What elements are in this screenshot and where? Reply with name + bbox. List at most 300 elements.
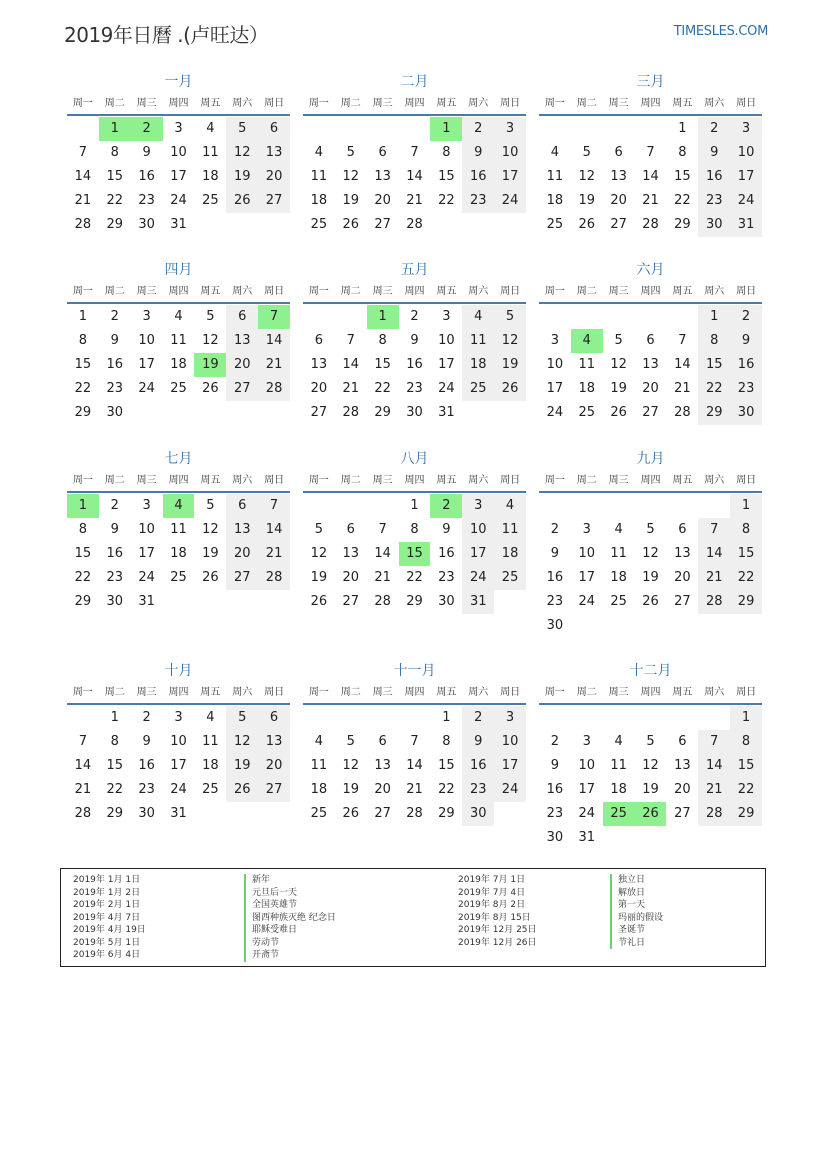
day-cell[interactable]: 27	[674, 806, 691, 821]
day-cell[interactable]: 24	[494, 189, 526, 213]
day-cell[interactable]: 23	[730, 377, 762, 401]
day-cell[interactable]: 11	[202, 734, 219, 749]
day-cell[interactable]: 11	[462, 329, 494, 353]
day-cell[interactable]: 6	[258, 117, 290, 141]
day-cell[interactable]: 25	[202, 782, 219, 797]
day-cell[interactable]: 14	[74, 758, 92, 773]
day-cell[interactable]: 20	[374, 782, 391, 797]
day-cell[interactable]: 18	[310, 193, 328, 208]
day-cell[interactable]: 26	[642, 594, 659, 609]
day-cell[interactable]: 10	[462, 518, 494, 542]
day-cell[interactable]: 28	[342, 405, 360, 420]
day-cell[interactable]: 17	[578, 570, 596, 585]
holiday-cell[interactable]: 1	[99, 117, 131, 141]
day-cell[interactable]: 8	[110, 734, 119, 749]
day-cell[interactable]: 19	[226, 165, 258, 189]
day-cell[interactable]: 12	[342, 758, 360, 773]
day-cell[interactable]: 3	[494, 706, 526, 730]
day-cell[interactable]: 13	[374, 758, 391, 773]
day-cell[interactable]: 4	[314, 734, 324, 749]
day-cell[interactable]: 5	[646, 734, 655, 749]
day-cell[interactable]: 28	[642, 217, 659, 232]
day-cell[interactable]: 28	[406, 806, 423, 821]
day-cell[interactable]: 2	[550, 734, 560, 749]
day-cell[interactable]: 28	[258, 566, 290, 590]
day-cell[interactable]: 12	[578, 169, 596, 184]
day-cell[interactable]: 14	[374, 546, 391, 561]
day-cell[interactable]: 16	[730, 353, 762, 377]
day-cell[interactable]: 8	[110, 145, 119, 160]
day-cell[interactable]: 26	[494, 377, 526, 401]
day-cell[interactable]: 18	[170, 357, 187, 372]
day-cell[interactable]: 1	[730, 494, 762, 518]
day-cell[interactable]: 20	[226, 542, 258, 566]
day-cell[interactable]: 31	[138, 594, 155, 609]
day-cell[interactable]: 6	[226, 494, 258, 518]
day-cell[interactable]: 12	[342, 169, 360, 184]
day-cell[interactable]: 6	[314, 333, 324, 348]
day-cell[interactable]: 5	[226, 706, 258, 730]
day-cell[interactable]: 26	[578, 217, 596, 232]
day-cell[interactable]: 3	[730, 117, 762, 141]
day-cell[interactable]: 11	[610, 758, 627, 773]
day-cell[interactable]: 27	[374, 217, 391, 232]
day-cell[interactable]: 14	[74, 169, 92, 184]
day-cell[interactable]: 22	[730, 566, 762, 590]
day-cell[interactable]: 17	[494, 754, 526, 778]
day-cell[interactable]: 21	[642, 193, 659, 208]
day-cell[interactable]: 25	[462, 377, 494, 401]
day-cell[interactable]: 28	[258, 377, 290, 401]
day-cell[interactable]: 19	[342, 193, 360, 208]
day-cell[interactable]: 27	[374, 806, 391, 821]
holiday-cell[interactable]: 19	[194, 353, 226, 377]
day-cell[interactable]: 21	[698, 566, 730, 590]
day-cell[interactable]: 30	[546, 618, 564, 633]
day-cell[interactable]: 15	[438, 758, 455, 773]
day-cell[interactable]: 6	[614, 145, 623, 160]
site-name[interactable]: TIMESLES.COM	[673, 24, 768, 39]
day-cell[interactable]: 13	[674, 758, 691, 773]
day-cell[interactable]: 18	[610, 570, 627, 585]
day-cell[interactable]: 11	[170, 522, 187, 537]
holiday-cell[interactable]: 25	[603, 802, 635, 826]
day-cell[interactable]: 25	[494, 566, 526, 590]
day-cell[interactable]: 27	[226, 377, 258, 401]
day-cell[interactable]: 10	[138, 333, 155, 348]
day-cell[interactable]: 23	[106, 570, 124, 585]
day-cell[interactable]: 11	[170, 333, 187, 348]
day-cell[interactable]: 11	[578, 357, 596, 372]
day-cell[interactable]: 8	[730, 730, 762, 754]
holiday-cell[interactable]: 4	[571, 329, 603, 353]
day-cell[interactable]: 3	[142, 309, 151, 324]
day-cell[interactable]: 23	[546, 594, 564, 609]
day-cell[interactable]: 9	[462, 730, 494, 754]
day-cell[interactable]: 2	[462, 706, 494, 730]
day-cell[interactable]: 6	[646, 333, 655, 348]
day-cell[interactable]: 13	[674, 546, 691, 561]
day-cell[interactable]: 30	[730, 401, 762, 425]
day-cell[interactable]: 17	[138, 357, 155, 372]
day-cell[interactable]: 4	[614, 522, 623, 537]
day-cell[interactable]: 18	[578, 381, 596, 396]
day-cell[interactable]: 1	[410, 498, 419, 513]
day-cell[interactable]: 14	[258, 518, 290, 542]
day-cell[interactable]: 10	[578, 546, 596, 561]
day-cell[interactable]: 14	[698, 754, 730, 778]
day-cell[interactable]: 14	[674, 357, 691, 372]
day-cell[interactable]: 5	[346, 145, 355, 160]
day-cell[interactable]: 28	[406, 217, 423, 232]
day-cell[interactable]: 15	[698, 353, 730, 377]
day-cell[interactable]: 16	[438, 546, 455, 561]
day-cell[interactable]: 5	[206, 498, 215, 513]
day-cell[interactable]: 14	[342, 357, 360, 372]
day-cell[interactable]: 12	[310, 546, 328, 561]
day-cell[interactable]: 25	[546, 217, 564, 232]
day-cell[interactable]: 1	[730, 706, 762, 730]
day-cell[interactable]: 5	[582, 145, 591, 160]
day-cell[interactable]: 12	[202, 522, 219, 537]
day-cell[interactable]: 4	[550, 145, 560, 160]
day-cell[interactable]: 23	[462, 778, 494, 802]
day-cell[interactable]: 19	[494, 353, 526, 377]
day-cell[interactable]: 7	[410, 734, 419, 749]
day-cell[interactable]: 22	[374, 381, 391, 396]
day-cell[interactable]: 12	[226, 730, 258, 754]
day-cell[interactable]: 4	[314, 145, 324, 160]
day-cell[interactable]: 9	[698, 141, 730, 165]
day-cell[interactable]: 6	[678, 734, 687, 749]
day-cell[interactable]: 7	[378, 522, 387, 537]
day-cell[interactable]: 26	[610, 405, 627, 420]
day-cell[interactable]: 16	[546, 782, 564, 797]
day-cell[interactable]: 21	[258, 542, 290, 566]
day-cell[interactable]: 30	[462, 802, 494, 826]
day-cell[interactable]: 31	[730, 213, 762, 237]
day-cell[interactable]: 17	[438, 357, 455, 372]
day-cell[interactable]: 7	[78, 145, 88, 160]
day-cell[interactable]: 13	[342, 546, 360, 561]
day-cell[interactable]: 17	[170, 169, 187, 184]
day-cell[interactable]: 22	[106, 193, 124, 208]
day-cell[interactable]: 9	[442, 522, 451, 537]
day-cell[interactable]: 9	[550, 546, 560, 561]
holiday-cell[interactable]: 1	[430, 117, 462, 141]
day-cell[interactable]: 2	[110, 309, 119, 324]
day-cell[interactable]: 23	[138, 782, 155, 797]
day-cell[interactable]: 22	[74, 381, 92, 396]
day-cell[interactable]: 21	[74, 193, 92, 208]
day-cell[interactable]: 7	[678, 333, 687, 348]
day-cell[interactable]: 2	[110, 498, 119, 513]
day-cell[interactable]: 8	[410, 522, 419, 537]
day-cell[interactable]: 18	[610, 782, 627, 797]
day-cell[interactable]: 15	[74, 546, 92, 561]
day-cell[interactable]: 16	[106, 546, 124, 561]
day-cell[interactable]: 15	[730, 754, 762, 778]
day-cell[interactable]: 7	[646, 145, 655, 160]
day-cell[interactable]: 15	[674, 169, 691, 184]
day-cell[interactable]: 3	[494, 117, 526, 141]
day-cell[interactable]: 21	[74, 782, 92, 797]
day-cell[interactable]: 17	[170, 758, 187, 773]
day-cell[interactable]: 16	[138, 169, 155, 184]
day-cell[interactable]: 21	[258, 353, 290, 377]
day-cell[interactable]: 14	[698, 542, 730, 566]
day-cell[interactable]: 15	[74, 357, 92, 372]
day-cell[interactable]: 3	[174, 710, 183, 725]
day-cell[interactable]: 19	[642, 570, 659, 585]
day-cell[interactable]: 29	[674, 217, 691, 232]
day-cell[interactable]: 24	[138, 570, 155, 585]
day-cell[interactable]: 4	[174, 309, 183, 324]
day-cell[interactable]: 17	[730, 165, 762, 189]
day-cell[interactable]: 19	[310, 570, 328, 585]
day-cell[interactable]: 29	[730, 802, 762, 826]
day-cell[interactable]: 1	[78, 309, 88, 324]
day-cell[interactable]: 27	[310, 405, 328, 420]
day-cell[interactable]: 30	[406, 405, 423, 420]
day-cell[interactable]: 21	[406, 193, 423, 208]
day-cell[interactable]: 24	[578, 806, 596, 821]
day-cell[interactable]: 29	[106, 806, 124, 821]
day-cell[interactable]: 11	[310, 169, 328, 184]
day-cell[interactable]: 30	[106, 594, 124, 609]
day-cell[interactable]: 24	[438, 381, 455, 396]
day-cell[interactable]: 27	[342, 594, 360, 609]
day-cell[interactable]: 3	[174, 121, 183, 136]
day-cell[interactable]: 9	[730, 329, 762, 353]
day-cell[interactable]: 24	[730, 189, 762, 213]
day-cell[interactable]: 24	[138, 381, 155, 396]
day-cell[interactable]: 8	[378, 333, 387, 348]
day-cell[interactable]: 22	[106, 782, 124, 797]
day-cell[interactable]: 12	[642, 758, 659, 773]
day-cell[interactable]: 15	[374, 357, 391, 372]
day-cell[interactable]: 18	[170, 546, 187, 561]
day-cell[interactable]: 16	[698, 165, 730, 189]
day-cell[interactable]: 13	[610, 169, 627, 184]
day-cell[interactable]: 18	[202, 169, 219, 184]
day-cell[interactable]: 11	[310, 758, 328, 773]
day-cell[interactable]: 18	[202, 758, 219, 773]
day-cell[interactable]: 25	[170, 570, 187, 585]
day-cell[interactable]: 15	[106, 758, 124, 773]
day-cell[interactable]: 7	[258, 494, 290, 518]
day-cell[interactable]: 26	[310, 594, 328, 609]
day-cell[interactable]: 1	[698, 305, 730, 329]
day-cell[interactable]: 31	[578, 830, 596, 845]
day-cell[interactable]: 24	[578, 594, 596, 609]
day-cell[interactable]: 1	[442, 710, 451, 725]
day-cell[interactable]: 7	[410, 145, 419, 160]
day-cell[interactable]: 12	[226, 141, 258, 165]
day-cell[interactable]: 29	[74, 594, 92, 609]
day-cell[interactable]: 3	[582, 734, 591, 749]
day-cell[interactable]: 4	[614, 734, 623, 749]
day-cell[interactable]: 5	[226, 117, 258, 141]
day-cell[interactable]: 27	[258, 189, 290, 213]
day-cell[interactable]: 10	[730, 141, 762, 165]
day-cell[interactable]: 20	[310, 381, 328, 396]
day-cell[interactable]: 14	[406, 758, 423, 773]
holiday-cell[interactable]: 1	[67, 494, 99, 518]
day-cell[interactable]: 11	[546, 169, 564, 184]
day-cell[interactable]: 23	[138, 193, 155, 208]
day-cell[interactable]: 22	[74, 570, 92, 585]
day-cell[interactable]: 16	[546, 570, 564, 585]
day-cell[interactable]: 6	[378, 734, 387, 749]
day-cell[interactable]: 1	[678, 121, 687, 136]
day-cell[interactable]: 25	[578, 405, 596, 420]
day-cell[interactable]: 31	[438, 405, 455, 420]
day-cell[interactable]: 23	[406, 381, 423, 396]
day-cell[interactable]: 5	[494, 305, 526, 329]
day-cell[interactable]: 13	[642, 357, 659, 372]
day-cell[interactable]: 6	[378, 145, 387, 160]
day-cell[interactable]: 20	[258, 165, 290, 189]
day-cell[interactable]: 15	[730, 542, 762, 566]
day-cell[interactable]: 27	[674, 594, 691, 609]
day-cell[interactable]: 21	[674, 381, 691, 396]
day-cell[interactable]: 11	[202, 145, 219, 160]
day-cell[interactable]: 16	[106, 357, 124, 372]
day-cell[interactable]: 13	[374, 169, 391, 184]
day-cell[interactable]: 13	[226, 329, 258, 353]
day-cell[interactable]: 20	[374, 193, 391, 208]
day-cell[interactable]: 2	[410, 309, 419, 324]
holiday-cell[interactable]: 26	[635, 802, 667, 826]
day-cell[interactable]: 8	[78, 522, 88, 537]
day-cell[interactable]: 4	[462, 305, 494, 329]
day-cell[interactable]: 13	[226, 518, 258, 542]
day-cell[interactable]: 25	[310, 806, 328, 821]
day-cell[interactable]: 2	[462, 117, 494, 141]
day-cell[interactable]: 28	[74, 217, 92, 232]
day-cell[interactable]: 26	[342, 217, 360, 232]
day-cell[interactable]: 27	[610, 217, 627, 232]
holiday-cell[interactable]: 1	[367, 305, 399, 329]
day-cell[interactable]: 9	[142, 734, 151, 749]
day-cell[interactable]: 19	[610, 381, 627, 396]
day-cell[interactable]: 12	[610, 357, 627, 372]
day-cell[interactable]: 10	[578, 758, 596, 773]
day-cell[interactable]: 15	[438, 169, 455, 184]
day-cell[interactable]: 3	[550, 333, 560, 348]
day-cell[interactable]: 14	[406, 169, 423, 184]
day-cell[interactable]: 10	[494, 141, 526, 165]
day-cell[interactable]: 20	[674, 570, 691, 585]
day-cell[interactable]: 9	[550, 758, 560, 773]
day-cell[interactable]: 29	[438, 806, 455, 821]
day-cell[interactable]: 2	[550, 522, 560, 537]
day-cell[interactable]: 19	[642, 782, 659, 797]
holiday-cell[interactable]: 4	[163, 494, 195, 518]
day-cell[interactable]: 21	[342, 381, 360, 396]
day-cell[interactable]: 17	[494, 165, 526, 189]
day-cell[interactable]: 19	[342, 782, 360, 797]
day-cell[interactable]: 20	[258, 754, 290, 778]
day-cell[interactable]: 7	[78, 734, 88, 749]
day-cell[interactable]: 12	[494, 329, 526, 353]
day-cell[interactable]: 23	[546, 806, 564, 821]
day-cell[interactable]: 20	[342, 570, 360, 585]
day-cell[interactable]: 29	[374, 405, 391, 420]
day-cell[interactable]: 3	[462, 494, 494, 518]
day-cell[interactable]: 20	[226, 353, 258, 377]
day-cell[interactable]: 17	[546, 381, 564, 396]
day-cell[interactable]: 17	[578, 782, 596, 797]
day-cell[interactable]: 10	[170, 145, 187, 160]
holiday-cell[interactable]: 2	[131, 117, 163, 141]
day-cell[interactable]: 2	[698, 117, 730, 141]
day-cell[interactable]: 25	[170, 381, 187, 396]
day-cell[interactable]: 24	[494, 778, 526, 802]
day-cell[interactable]: 14	[258, 329, 290, 353]
day-cell[interactable]: 25	[610, 594, 627, 609]
day-cell[interactable]: 22	[438, 782, 455, 797]
day-cell[interactable]: 18	[462, 353, 494, 377]
day-cell[interactable]: 27	[642, 405, 659, 420]
day-cell[interactable]: 30	[138, 217, 155, 232]
day-cell[interactable]: 9	[462, 141, 494, 165]
day-cell[interactable]: 30	[438, 594, 455, 609]
day-cell[interactable]: 27	[226, 566, 258, 590]
day-cell[interactable]: 28	[698, 802, 730, 826]
day-cell[interactable]: 29	[74, 405, 92, 420]
day-cell[interactable]: 13	[258, 730, 290, 754]
day-cell[interactable]: 23	[438, 570, 455, 585]
day-cell[interactable]: 5	[314, 522, 324, 537]
day-cell[interactable]: 19	[578, 193, 596, 208]
day-cell[interactable]: 6	[258, 706, 290, 730]
day-cell[interactable]: 2	[142, 710, 151, 725]
day-cell[interactable]: 8	[678, 145, 687, 160]
day-cell[interactable]: 8	[730, 518, 762, 542]
day-cell[interactable]: 26	[202, 381, 219, 396]
day-cell[interactable]: 8	[78, 333, 88, 348]
day-cell[interactable]: 21	[698, 778, 730, 802]
day-cell[interactable]: 19	[202, 546, 219, 561]
day-cell[interactable]: 10	[170, 734, 187, 749]
day-cell[interactable]: 26	[202, 570, 219, 585]
day-cell[interactable]: 21	[406, 782, 423, 797]
day-cell[interactable]: 29	[106, 217, 124, 232]
day-cell[interactable]: 8	[442, 734, 451, 749]
day-cell[interactable]: 26	[226, 778, 258, 802]
day-cell[interactable]: 20	[642, 381, 659, 396]
day-cell[interactable]: 10	[494, 730, 526, 754]
day-cell[interactable]: 27	[258, 778, 290, 802]
day-cell[interactable]: 4	[206, 121, 215, 136]
day-cell[interactable]: 28	[674, 405, 691, 420]
day-cell[interactable]: 14	[642, 169, 659, 184]
day-cell[interactable]: 3	[582, 522, 591, 537]
day-cell[interactable]: 22	[674, 193, 691, 208]
day-cell[interactable]: 10	[546, 357, 564, 372]
day-cell[interactable]: 23	[106, 381, 124, 396]
day-cell[interactable]: 22	[438, 193, 455, 208]
day-cell[interactable]: 13	[258, 141, 290, 165]
day-cell[interactable]: 5	[614, 333, 623, 348]
day-cell[interactable]: 28	[698, 590, 730, 614]
day-cell[interactable]: 30	[546, 830, 564, 845]
day-cell[interactable]: 6	[346, 522, 355, 537]
day-cell[interactable]: 9	[110, 333, 119, 348]
day-cell[interactable]: 29	[406, 594, 423, 609]
